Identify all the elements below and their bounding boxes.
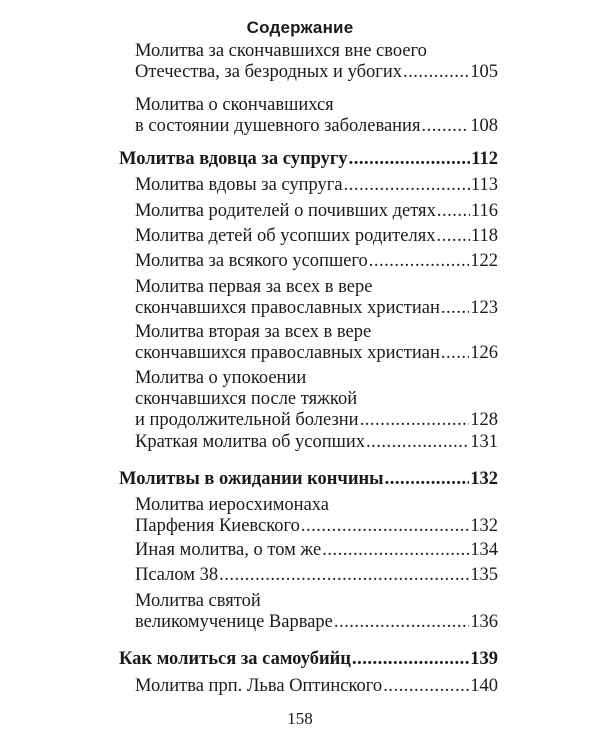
entry-line: Краткая молитва об усопших	[135, 432, 366, 452]
toc-entry	[135, 251, 498, 272]
dot-leader	[385, 469, 470, 490]
entry-line: Молитва первая за всех в вере	[135, 277, 373, 297]
page-header-title: Содержание	[246, 18, 354, 37]
page-ref: 116	[470, 201, 498, 221]
toc-entry	[135, 175, 498, 196]
entry-line: Молитва за всякого усопшего	[135, 251, 368, 271]
entry-line: скончавшихся православных христиан	[135, 343, 440, 363]
toc-entry	[135, 368, 498, 431]
entry-line: Молитва о упокоении	[135, 368, 307, 388]
dot-leader	[441, 298, 469, 319]
toc-entry	[135, 226, 498, 247]
entry-line: Парфения Киевского	[135, 516, 300, 536]
toc-entry	[135, 322, 498, 364]
page-ref: 112	[471, 149, 498, 169]
dot-leader	[369, 251, 469, 272]
toc-entry	[135, 591, 498, 633]
page-ref: 118	[470, 226, 498, 246]
section-title: Как молиться за самоубийц	[119, 649, 351, 669]
entry-line: скончавшихся православных христиан	[135, 298, 440, 318]
entry-line: Молитва детей об усопших родителях	[135, 226, 436, 246]
page-ref: 131	[470, 432, 498, 452]
page-ref: 122	[470, 251, 498, 271]
entry-line: Молитва святой	[135, 591, 261, 611]
entry-line: Молитва вдовы за супруга	[135, 175, 343, 195]
entry-line: Молитва о скончавшихся	[135, 95, 334, 115]
dot-leader	[437, 201, 470, 222]
page-ref: 136	[470, 612, 498, 632]
toc-entry	[135, 277, 498, 319]
toc-entry	[135, 95, 498, 137]
toc-entry	[135, 540, 498, 561]
page-ref: 123	[470, 298, 498, 318]
entry-line: Отечества, за безродных и убогих	[135, 62, 402, 82]
dot-leader	[334, 612, 469, 633]
dot-leader	[322, 540, 469, 561]
page-ref: 126	[470, 343, 498, 363]
entry-line: Псалом 38	[135, 565, 219, 585]
toc-section	[119, 149, 498, 170]
entry-line: и продолжительной болезни	[135, 410, 359, 430]
toc-entry	[135, 565, 498, 586]
toc-section	[119, 649, 498, 670]
entry-line: Иная молитва, о том же	[135, 540, 322, 560]
dot-leader	[352, 649, 469, 670]
page-ref: 139	[470, 649, 498, 669]
section-title: Молитвы в ожидании кончины	[119, 469, 384, 489]
page-ref: 135	[470, 565, 498, 585]
dot-leader	[360, 410, 470, 431]
dot-leader	[441, 343, 469, 364]
entry-line: скончавшихся после тяжкой	[135, 389, 358, 409]
page-ref: 108	[470, 116, 498, 136]
toc-entry	[135, 676, 498, 697]
page-ref: 105	[470, 62, 498, 82]
entry-line: Молитва прп. Льва Оптинского	[135, 676, 383, 696]
page-ref: 132	[470, 469, 498, 489]
toc-entry	[135, 495, 498, 537]
entry-line: в состоянии душевного заболевания	[135, 116, 421, 136]
page-ref: 140	[470, 676, 498, 696]
section-title: Молитва вдовца за супругу	[119, 149, 348, 169]
dot-leader	[349, 149, 471, 170]
toc-entry	[135, 201, 498, 222]
entry-line: Молитва родителей о почивших детях	[135, 201, 436, 221]
entry-line: Молитва вторая за всех в вере	[135, 322, 372, 342]
entry-line: Молитва за скончавшихся вне своего	[135, 41, 427, 61]
dot-leader	[366, 432, 469, 453]
entry-line: Молитва иеросхимонаха	[135, 495, 330, 515]
page-ref: 113	[470, 175, 498, 195]
toc-entry	[135, 432, 498, 453]
dot-leader	[403, 62, 469, 83]
page-ref: 132	[470, 516, 498, 536]
toc-section	[119, 469, 498, 490]
entry-line: великомученице Варваре	[135, 612, 333, 632]
dot-leader	[383, 676, 469, 697]
dot-leader	[421, 116, 469, 137]
toc-entry	[135, 41, 498, 83]
dot-leader	[301, 516, 469, 537]
page-ref: 128	[470, 410, 498, 430]
page-ref: 134	[470, 540, 498, 560]
page-number: 158	[287, 709, 313, 728]
dot-leader	[436, 226, 469, 247]
dot-leader	[344, 175, 470, 196]
dot-leader	[219, 565, 469, 586]
